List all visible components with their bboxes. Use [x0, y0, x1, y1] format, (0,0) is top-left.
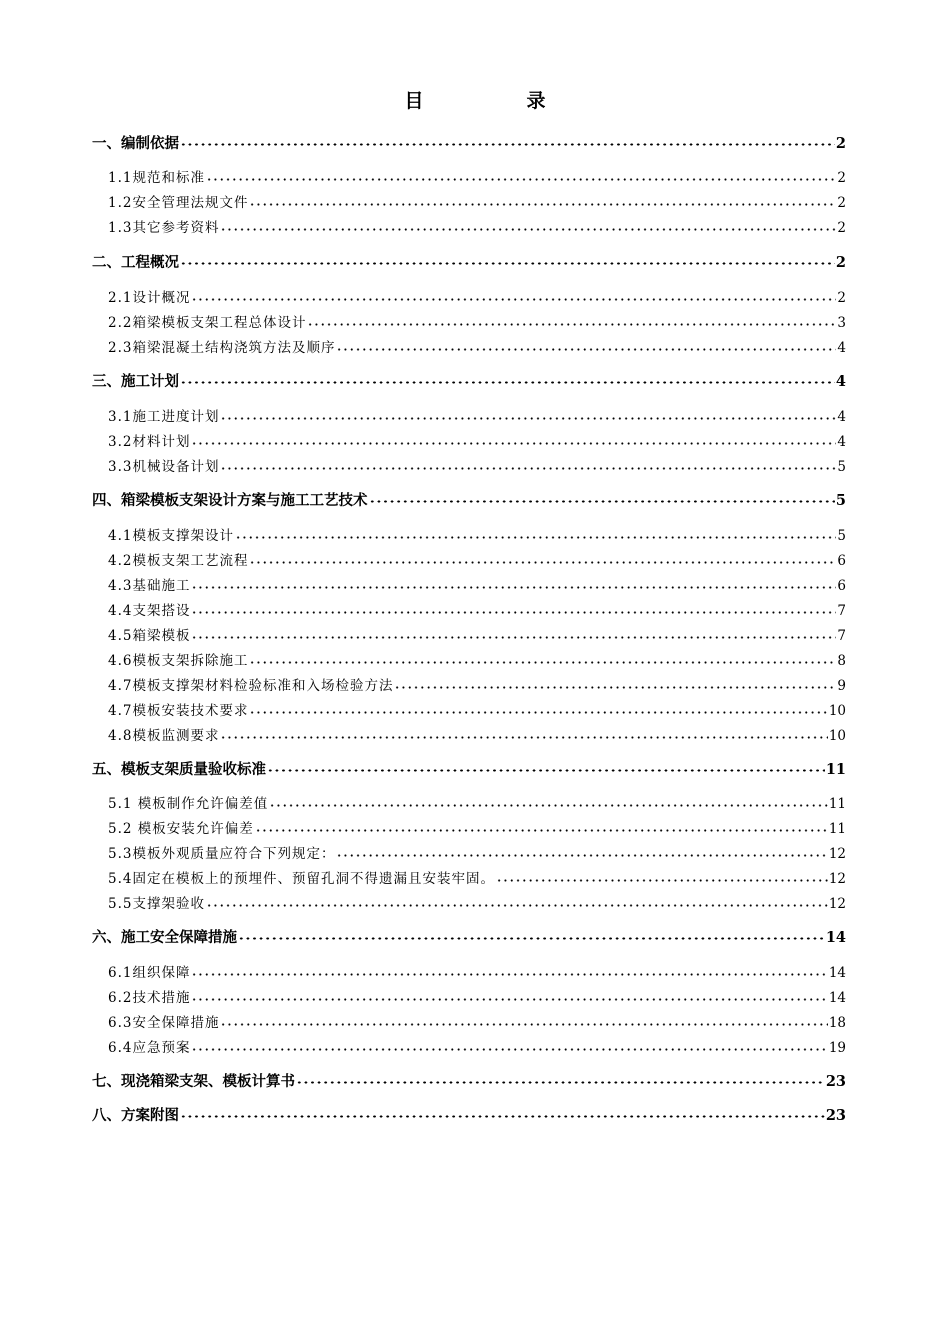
toc-entry-text: 1.2安全管理法规文件	[108, 195, 249, 211]
toc-dot-leader	[191, 577, 836, 591]
toc-entry-text: 4.8模板监测要求	[108, 728, 220, 744]
toc-entry-text: 五、模板支架质量验收标准	[92, 761, 266, 778]
toc-dot-leader	[191, 433, 836, 447]
toc-page-number: 2	[835, 135, 846, 152]
toc-page-number: 12	[828, 896, 846, 912]
toc-page-number: 4	[837, 409, 846, 425]
toc-page-number: 12	[828, 846, 846, 862]
toc-page-number: 9	[837, 678, 846, 694]
toc-page-number: 4	[837, 434, 846, 450]
toc-chapter-entry[interactable]	[92, 926, 846, 947]
toc-page-number: 3	[837, 315, 846, 331]
toc-page-number: 23	[825, 1073, 846, 1090]
toc-dot-leader	[220, 408, 836, 422]
toc-entry-text: 6.2技术措施	[108, 990, 191, 1006]
toc-dot-leader	[191, 989, 827, 1003]
toc-title: 目 录	[404, 90, 588, 112]
toc-page-number: 2	[837, 290, 846, 306]
toc-page-number: 7	[837, 603, 846, 619]
toc-dot-leader	[249, 552, 836, 566]
toc-page-number: 8	[837, 653, 846, 669]
toc-page-number: 2	[837, 170, 846, 186]
toc-dot-leader	[369, 491, 835, 506]
toc-section-entry[interactable]	[108, 674, 846, 694]
toc-page-number: 5	[837, 459, 846, 475]
toc-dot-leader	[267, 760, 825, 775]
toc-section-entry[interactable]	[108, 624, 846, 644]
toc-dot-leader	[180, 134, 835, 149]
toc-entry-text: 四、箱梁模板支架设计方案与施工工艺技术	[92, 492, 368, 509]
toc-chapter-entry[interactable]	[92, 1104, 846, 1125]
toc-entry-text: 4.3基础施工	[108, 578, 191, 594]
toc-entry-text: 2.1设计概况	[108, 290, 191, 306]
toc-dot-leader	[336, 845, 827, 859]
toc-dot-leader	[180, 372, 835, 387]
toc-entry-text: 5.5支撑架验收	[108, 896, 205, 912]
toc-dot-leader	[206, 895, 828, 909]
toc-entry-text: 5.4固定在模板上的预埋件、预留孔洞不得遗漏且安装牢固。	[108, 871, 495, 887]
toc-page-number: 12	[828, 871, 846, 887]
toc-entry-text: 4.7模板支撑架材料检验标准和入场检验方法	[108, 678, 394, 694]
toc-dot-leader	[220, 727, 827, 741]
toc-entry-text: 1.3其它参考资料	[108, 220, 220, 236]
toc-section-entry[interactable]	[108, 549, 846, 569]
toc-dot-leader	[238, 928, 825, 943]
toc-entry-text: 4.5箱梁模板	[108, 628, 191, 644]
toc-dot-leader	[220, 219, 836, 233]
toc-entry-text: 5.2 模板安装允许偏差	[108, 821, 254, 837]
toc-section-entry[interactable]	[108, 430, 846, 450]
toc-section-entry[interactable]	[108, 961, 846, 981]
toc-section-entry[interactable]	[108, 986, 846, 1006]
toc-dot-leader	[180, 253, 835, 268]
toc-page-number: 11	[828, 821, 846, 837]
toc-page-number: 14	[828, 965, 846, 981]
toc-dot-leader	[191, 289, 836, 303]
toc-entry-text: 八、方案附图	[92, 1107, 179, 1124]
toc-section-entry[interactable]	[108, 1011, 846, 1031]
toc-page-number: 23	[825, 1107, 846, 1124]
toc-dot-leader	[307, 314, 836, 328]
toc-section-entry[interactable]	[108, 216, 846, 236]
toc-dot-leader	[180, 1106, 825, 1121]
toc-section-entry[interactable]	[108, 699, 846, 719]
toc-page-number: 11	[825, 761, 846, 778]
toc-section-entry[interactable]	[108, 649, 846, 669]
toc-entry-text: 4.1模板支撑架设计	[108, 528, 234, 544]
toc-section-entry[interactable]	[108, 336, 846, 356]
toc-entry-text: 2.2箱梁模板支架工程总体设计	[108, 315, 307, 331]
toc-dot-leader	[496, 870, 828, 884]
toc-chapter-entry[interactable]	[92, 370, 846, 391]
toc-dot-leader	[220, 1014, 827, 1028]
toc-entry-text: 3.2材料计划	[108, 434, 191, 450]
toc-dot-leader	[255, 820, 828, 834]
toc-page-number: 2	[837, 220, 846, 236]
toc-section-entry[interactable]	[108, 166, 846, 186]
toc-page-number: 19	[828, 1040, 846, 1056]
toc-dot-leader	[220, 458, 836, 472]
toc-entry-text: 3.1施工进度计划	[108, 409, 220, 425]
toc-page-number: 10	[828, 728, 846, 744]
toc-entry-text: 6.1组织保障	[108, 965, 191, 981]
toc-chapter-entry[interactable]	[92, 132, 846, 153]
toc-page-number: 11	[828, 796, 846, 812]
toc-section-entry[interactable]	[108, 574, 846, 594]
toc-chapter-entry[interactable]	[92, 489, 846, 510]
toc-dot-leader	[249, 652, 836, 666]
toc-dot-leader	[191, 1039, 827, 1053]
toc-dot-leader	[296, 1072, 825, 1087]
toc-entry-text: 4.4支架搭设	[108, 603, 191, 619]
toc-section-entry[interactable]	[108, 867, 846, 887]
toc-page-number: 4	[835, 373, 846, 390]
toc-entry-text: 2.3箱梁混凝土结构浇筑方法及顺序	[108, 340, 336, 356]
toc-section-entry[interactable]	[108, 191, 846, 211]
toc-page-number: 2	[837, 195, 846, 211]
toc-dot-leader	[394, 677, 836, 691]
toc-entry-text: 4.2模板支架工艺流程	[108, 553, 249, 569]
toc-section-entry[interactable]	[108, 405, 846, 425]
toc-dot-leader	[191, 627, 836, 641]
toc-section-entry[interactable]	[108, 817, 846, 837]
toc-section-entry[interactable]	[108, 311, 846, 331]
toc-page-number: 7	[837, 628, 846, 644]
toc-section-entry[interactable]	[108, 792, 846, 812]
toc-entry-text: 1.1规范和标准	[108, 170, 205, 186]
toc-dot-leader	[249, 194, 836, 208]
toc-entry-text: 6.4应急预案	[108, 1040, 191, 1056]
toc-page-number: 14	[828, 990, 846, 1006]
toc-page-number: 18	[828, 1015, 846, 1031]
toc-entry-text: 6.3安全保障措施	[108, 1015, 220, 1031]
toc-dot-leader	[191, 964, 827, 978]
toc-chapter-entry[interactable]	[92, 251, 846, 272]
toc-section-entry[interactable]	[108, 524, 846, 544]
toc-dot-leader	[269, 795, 828, 809]
toc-page-number: 6	[837, 553, 846, 569]
toc-page-number: 5	[835, 492, 846, 509]
toc-entry-text: 3.3机械设备计划	[108, 459, 220, 475]
toc-page-number: 14	[825, 929, 846, 946]
toc-section-entry[interactable]	[108, 842, 846, 862]
toc-page-number: 6	[837, 578, 846, 594]
toc-dot-leader	[191, 602, 836, 616]
toc-dot-leader	[249, 702, 827, 716]
toc-page-number: 4	[837, 340, 846, 356]
toc-dot-leader	[206, 169, 836, 183]
toc-entry-text: 六、施工安全保障措施	[92, 929, 237, 946]
toc-page-number: 2	[835, 254, 846, 271]
toc-entry-text: 4.7模板安装技术要求	[108, 703, 249, 719]
toc-entry-text: 5.3模板外观质量应符合下列规定：	[108, 846, 336, 862]
toc-dot-leader	[235, 527, 836, 541]
toc-entry-text: 一、编制依据	[92, 135, 179, 152]
toc-section-entry[interactable]	[108, 455, 846, 475]
toc-section-entry[interactable]	[108, 724, 846, 744]
toc-chapter-entry[interactable]	[92, 758, 846, 779]
toc-section-entry[interactable]	[108, 892, 846, 912]
toc-page-number: 5	[837, 528, 846, 544]
toc-section-entry[interactable]	[108, 599, 846, 619]
toc-entry-text: 5.1 模板制作允许偏差值	[108, 796, 269, 812]
toc-entry-text: 七、现浇箱梁支架、模板计算书	[92, 1073, 295, 1090]
toc-chapter-entry[interactable]	[92, 1070, 846, 1091]
toc-dot-leader	[336, 339, 836, 353]
toc-entry-text: 三、施工计划	[92, 373, 179, 390]
toc-page-number: 10	[828, 703, 846, 719]
toc-entry-text: 4.6模板支架拆除施工	[108, 653, 249, 669]
toc-section-entry[interactable]	[108, 1036, 846, 1056]
toc-entry-text: 二、工程概况	[92, 254, 179, 271]
toc-section-entry[interactable]	[108, 286, 846, 306]
